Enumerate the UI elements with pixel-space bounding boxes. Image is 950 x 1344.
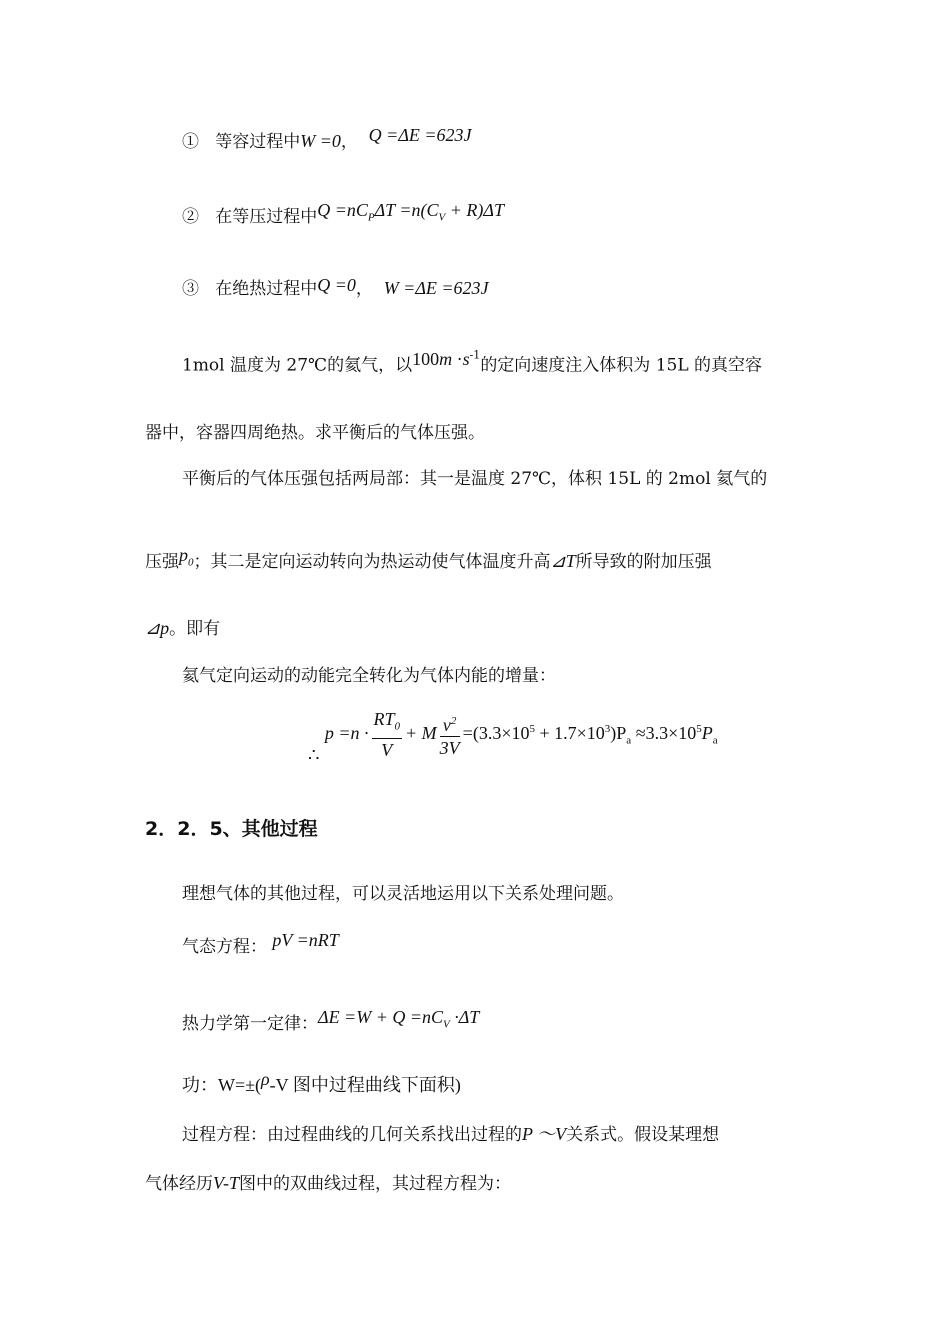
rhs-part: )P: [610, 722, 627, 743]
therefore-symbol: ∴: [308, 744, 320, 765]
approx-p: P: [701, 722, 713, 743]
p-symbol: p: [179, 545, 188, 565]
problem-text: 1mol 温度为 27℃的氦气，以: [182, 355, 413, 376]
fraction-v2-3v: [440, 710, 460, 759]
plus-m: + M: [405, 722, 437, 743]
formula-lhs: p =n ·: [324, 722, 369, 743]
unit-s: s: [462, 348, 470, 369]
speed-value: 100: [412, 348, 440, 369]
eq-part: ΔT =n(C: [374, 200, 439, 220]
list-item-adiabatic: [182, 277, 489, 300]
denominator: V: [381, 739, 393, 760]
eq-part: Q =nC: [317, 200, 368, 220]
formula-rhs: [462, 722, 718, 747]
text: 关系式。假设某理想: [566, 1125, 720, 1145]
text: 功：W=±(: [182, 1075, 262, 1095]
unit-dot: ·: [452, 348, 463, 369]
process-line-2: [145, 1172, 511, 1195]
equation-q-isobaric: [317, 200, 504, 224]
separator: ，: [355, 279, 373, 299]
numerator-sub: 0: [394, 720, 401, 733]
section-intro: 理想气体的其他过程，可以灵活地运用以下关系处理问题。: [182, 884, 624, 904]
equation-q0: Q =0: [317, 275, 356, 295]
solution-line-3: [145, 617, 220, 640]
approx-sub: a: [712, 734, 718, 747]
numerator-sup: 2: [450, 714, 457, 727]
eq-part: + R)ΔT: [445, 200, 504, 220]
rhs-part: + 1.7×10: [534, 722, 605, 743]
eq-sub: V: [443, 1018, 450, 1031]
text: ；其二是定向运动转向为热运动使气体温度升高: [193, 552, 551, 572]
rhs-sub: a: [626, 734, 632, 747]
label: 气态方程：: [182, 937, 267, 957]
problem-line-2: 器中，容器四周绝热。求平衡后的气体压强。: [145, 423, 485, 443]
item-text: 在等压过程中: [215, 207, 318, 227]
speed-unit: [439, 350, 480, 370]
numerator: v: [442, 714, 451, 735]
subscript-v: V: [438, 211, 446, 224]
solution-line-4: 氦气定向运动的动能完全转化为气体内能的增量：: [182, 666, 556, 686]
rhs-sup: 5: [529, 722, 535, 735]
solution-line-2: [145, 545, 712, 580]
symbol-p0: [179, 545, 194, 569]
eq-part: ·ΔT: [449, 1007, 480, 1027]
equation-q: Q =ΔE =623J: [368, 125, 472, 145]
equation-w-de: W =ΔE =623J: [383, 278, 489, 298]
state-equation: pV =nRT: [272, 930, 339, 950]
symbol-delta-p: ⊿p: [145, 618, 170, 638]
rhs-part: =(3.3×10: [462, 722, 530, 743]
problem-line-1: [182, 350, 762, 377]
list-item-isochoric: [182, 125, 472, 153]
denominator: 3V: [439, 737, 460, 758]
text: 压强: [145, 552, 179, 572]
rho-symbol: ρ: [261, 1069, 270, 1089]
numerator: RT: [373, 709, 395, 729]
unit-exponent: -1: [469, 348, 481, 361]
p-v-relation: P ～V: [522, 1124, 567, 1144]
approx-part: ≈3.3×10: [631, 722, 697, 743]
text: 所导致的附加压强: [575, 552, 712, 572]
p-subscript: 0: [188, 556, 194, 569]
separator: ，: [340, 132, 358, 152]
problem-text: 的定向速度注入体积为 15L 的真空容: [480, 355, 763, 376]
solution-line-1: 平衡后的气体压强包括两局部：其一是温度 27℃，体积 15L 的 2mol 氦气的: [182, 469, 768, 489]
text: 图中的双曲线过程，其过程方程为：: [239, 1174, 512, 1194]
list-item-isobaric: [182, 200, 504, 235]
text: 气体经历: [145, 1174, 213, 1194]
pressure-formula: [308, 708, 718, 765]
state-equation-line: [182, 930, 339, 958]
fraction-rt0-v: [372, 708, 403, 761]
rhs-sup: 3: [604, 722, 611, 735]
circle-number-2: ②: [182, 207, 199, 227]
approx-sup: 5: [696, 722, 702, 735]
text: 。即有: [169, 619, 221, 639]
process-line-1: [182, 1123, 719, 1146]
eq-part: ΔE =W + Q =nC: [318, 1007, 443, 1027]
subscript-p: P: [367, 211, 375, 224]
v-t-symbol: V-T: [213, 1173, 240, 1193]
first-law-equation: [318, 1007, 480, 1031]
label: 热力学第一定律：: [182, 1014, 318, 1034]
work-line: [182, 1069, 461, 1097]
symbol-delta-t: ⊿T: [550, 551, 576, 571]
equation-w: W =0: [300, 131, 341, 151]
circle-number-3: ③: [182, 279, 199, 299]
text: -V 图中过程曲线下面积): [269, 1075, 461, 1095]
text: 过程方程：由过程曲线的几何关系找出过程的: [182, 1125, 522, 1145]
item-text: 等容过程中: [215, 132, 301, 152]
section-heading: 2．2．5、其他过程: [145, 818, 318, 840]
first-law-line: [182, 1007, 480, 1042]
unit-m: m: [439, 348, 453, 369]
item-text: 在绝热过程中: [215, 279, 318, 299]
circle-number-1: ①: [182, 132, 199, 152]
